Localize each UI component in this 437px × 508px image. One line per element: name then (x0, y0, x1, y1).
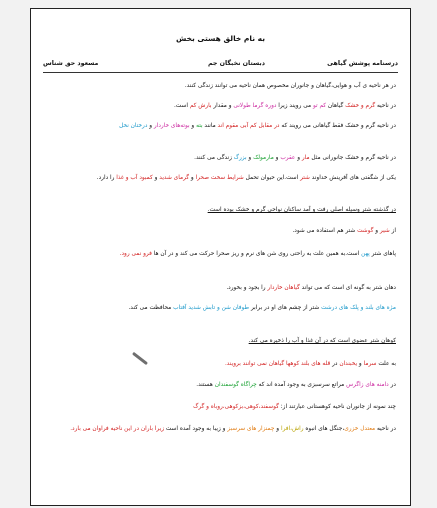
text-run: چمنزار های سرسبز (227, 426, 275, 432)
text-run: را بجود و بخورد. (226, 285, 268, 291)
text-run: مار (301, 155, 310, 161)
paragraph (45, 402, 396, 413)
paragraph (45, 283, 396, 294)
text-run: گیاهان خاردار (267, 285, 300, 291)
text-run: گیاهان (326, 103, 346, 109)
text-run: و (152, 175, 160, 181)
document-page (30, 8, 411, 506)
text-run: در ناحیه (375, 103, 396, 109)
text-run: و (246, 155, 254, 161)
text-run: بته (196, 123, 203, 129)
text-run: شتر (300, 175, 310, 181)
text-run: عقرب (280, 155, 296, 161)
text-run: دهان شتر به گونه ای است که می تواند (299, 285, 396, 291)
text-run: و (273, 155, 281, 161)
text-run: گوسفند،کوهی،بزکوهی،روباه و گرگ (193, 404, 279, 410)
text-run: گیاهان نمی توانند برویند. (224, 361, 285, 367)
text-run: و (295, 155, 302, 161)
document-title: به نام خالق هستی بخش (175, 34, 266, 43)
text-run: است. (173, 103, 190, 109)
text-run: و (373, 228, 380, 234)
text-run: در ناحیه (375, 426, 396, 432)
text-run: گرمای شدید (159, 175, 190, 181)
school-name: دبستان نخبگان جم (207, 60, 265, 67)
paragraph (45, 249, 396, 260)
paragraph (45, 81, 396, 92)
text-run: شرایط سخت صحرا (195, 175, 244, 181)
text-run: درختان نخل (119, 123, 148, 129)
text-run: پاهای شتر (369, 251, 396, 257)
paragraph (45, 153, 396, 164)
text-run: در (330, 361, 340, 367)
paragraph (45, 303, 396, 314)
text-run: مارمولک (253, 155, 274, 161)
text-run: گرم و خشک (345, 103, 376, 109)
paragraph (45, 380, 396, 391)
text-run: بزرگ (233, 155, 247, 161)
text-run: کوهان شتر عضوی است که در آن غذا و آب را ذخیره می کند. (248, 338, 396, 344)
text-run: طوفان شن و تابش شدید آفتاب (173, 305, 250, 311)
teacher-name: مسعود حق شناس (43, 60, 99, 67)
text-run: گوشت (357, 228, 374, 234)
paragraph (45, 173, 396, 184)
text-run: کم تو (313, 103, 327, 109)
text-run: در مقابل کم آبی مقوم اند (217, 123, 280, 129)
text-run: محافظت می کند. (128, 305, 174, 311)
text-run: هستند. (196, 382, 215, 388)
paragraph (45, 205, 396, 216)
text-run: پهن (361, 251, 370, 257)
text-run: است.به همین علت به راحتی روی شن های نرم و ریز صحرا حرکت می کند و در آن ها (151, 251, 362, 257)
text-run: زندگی می کنند. (194, 155, 234, 161)
text-run: بارش کم (189, 103, 212, 109)
text-run: معتدل خزری (344, 426, 376, 432)
text-run: و (189, 123, 197, 129)
text-run: به علت (376, 361, 396, 367)
paragraph (45, 336, 396, 347)
text-run: دامنه های زاگرس (346, 382, 389, 388)
text-run: است.این حیوان تحمل (243, 175, 301, 181)
text-run: شیر (379, 228, 390, 234)
text-run: و (357, 361, 364, 367)
text-run: را دارد. (96, 175, 117, 181)
paragraph (45, 101, 396, 112)
lesson-title: درسنامه پوشش گیاهی (327, 60, 398, 67)
text-run: مانند (202, 123, 218, 129)
paragraph (45, 226, 396, 237)
text-run: قله های بلند کوهها (285, 361, 331, 367)
text-run: مژه های بلند و پلک های درشت (321, 305, 396, 311)
text-run: دوره گرما طولانی (233, 103, 277, 109)
text-run: شتر از چشم های او در برابر (249, 305, 322, 311)
text-run: فرو نمی رود. (119, 251, 152, 257)
text-run: می رویند زیرا (276, 103, 313, 109)
text-run: در ناحیه گرم و خشک فقط گیاهانی می رویند که (279, 123, 396, 129)
document-header (43, 60, 398, 73)
text-run: بوته‌های خاردار (153, 123, 190, 129)
text-run: در گذشته شتر وسیله اصلی رفت و آمد ساکنان نواحی گرم و خشک بوده است. (207, 207, 396, 213)
text-run: و (189, 175, 196, 181)
text-run: در ناحیه گرم و خشک جانورانی مثل (309, 155, 396, 161)
text-run: و زیبا به وجود آمده است (164, 426, 228, 432)
text-run: ،جنگل های انبوه (303, 426, 345, 432)
text-run: و (274, 426, 281, 432)
text-run: چند نمونه از جانوران ناحیه کوهستانی عبارتند از: (278, 404, 396, 410)
text-run: کمبود آب و غذا (116, 175, 153, 181)
paragraph (45, 424, 396, 435)
text-run: یخبندان (339, 361, 358, 367)
text-run: شتر هم استفاده می شود. (292, 228, 358, 234)
text-run: در (388, 382, 396, 388)
text-run: چراگاه گوسفندان (214, 382, 257, 388)
text-run: زیرا باران در این ناحیه فراوان می بارد. (70, 426, 164, 432)
text-run: و (147, 123, 154, 129)
text-run: سرما (363, 361, 377, 367)
text-run: از (389, 228, 396, 234)
text-run: و مقدار (211, 103, 234, 109)
text-run: راش،افرا (280, 426, 304, 432)
paragraph (45, 121, 396, 132)
paragraph (45, 359, 396, 370)
text-run: یکی از شگفتی های آفرینش خداوند (309, 175, 396, 181)
text-run: مراتع سرسبزی به وجود آمده اند که (256, 382, 347, 388)
text-run: در هر ناحیه ی آب و هوایی،گیاهان و جانوران مخصوص همان ناحیه می توانند زندگی کنند. (184, 83, 396, 89)
